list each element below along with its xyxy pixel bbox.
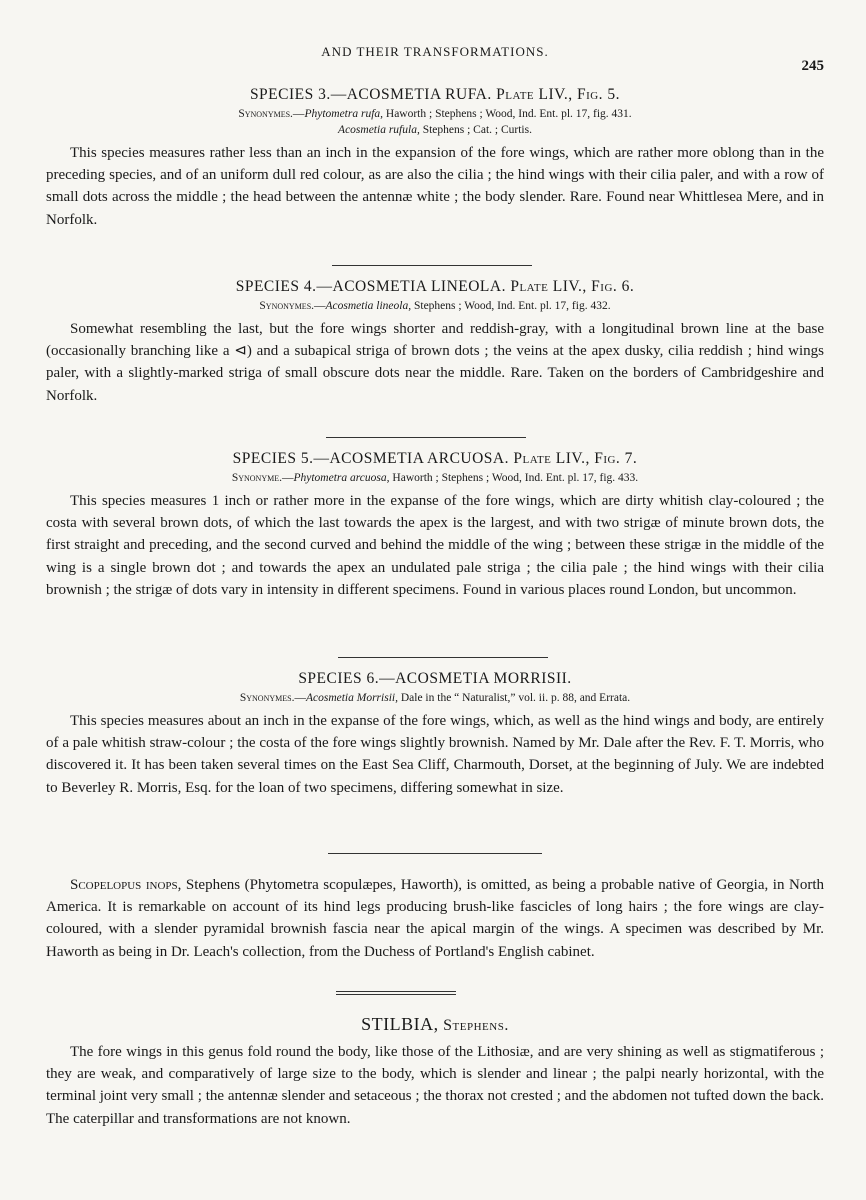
- species-6-title: [46, 670, 824, 688]
- species-4-heading: SPECIES 4.—ACOSMETIA LINEOLA.: [235, 278, 506, 295]
- species-4-section: [46, 278, 824, 407]
- species-5-section: [46, 450, 824, 601]
- section-divider: [338, 657, 548, 658]
- species-6-synonyms: [46, 690, 824, 706]
- synonym-refs: Stephens ; Cat. ; Curtis.: [419, 124, 532, 136]
- scopelopus-paragraph: [46, 874, 824, 963]
- species-3-synonyms: [46, 106, 824, 138]
- species-5-heading: SPECIES 5.—ACOSMETIA ARCUOSA.: [232, 450, 509, 467]
- synonym-label: Synonymes.—: [239, 692, 306, 704]
- stilbia-section: [46, 1014, 824, 1130]
- genus-title: [46, 1014, 824, 1035]
- species-6-section: [46, 670, 824, 799]
- synonym-name: Acosmetia rufula,: [338, 124, 420, 136]
- synonym-label: Synonymes.—: [259, 300, 326, 312]
- species-6-description: This species measures about an inch in the expanse of the fore wings, which, as well as the hind wings and body, are entirely of a pale whitish straw-colour ; the costa of the fore wings slightly brownish. Named by Mr. Dale after the Rev. F. T. Morris, who discovered it. It has been taken several times on the East Sea Cliff, Charmouth, Dorset, at the beginning of July. We are indebted to Beverley R. Morris, Esq. for the loan of two specimens, differing somewhat in size.: [46, 713, 824, 796]
- species-3-description: This species measures rather less than an inch in the expansion of the fore wings, which are rather more oblong than in the preceding species, and of an uniform dull red colour, as are also the cilia ; the hind wings with their cilia paler, and with a row of small dots across the middle ; the head between the antennæ white ; the body slender. Rare. Found near Whittlesea Mere, and in Norfolk.: [46, 145, 824, 228]
- scopelopus-note: [46, 870, 824, 963]
- page-number: 245: [801, 58, 824, 74]
- synonym-label: Synonyme.—: [231, 472, 294, 484]
- stilbia-description: The fore wings in this genus fold round the body, like those of the Lithosiæ, and are very shining as well as stigmatiferous ; they are weak, and comparatively of large size to the body, which is slender and linear ; the palpi nearly horizontal, with the terminal joint very small ; the antennæ slender and setaceous ; the thorax not crested ; and the abdomen not tufted down the back. The caterpillar and transformations are not known.: [46, 1044, 824, 1127]
- species-5-title: [46, 450, 824, 468]
- section-divider: [326, 437, 526, 438]
- synonym-refs: Dale in the “ Naturalist,” vol. ii. p. 88, and Errata.: [397, 692, 631, 704]
- running-title: AND THEIR TRANSFORMATIONS.: [321, 44, 549, 59]
- synonym-refs: Haworth ; Stephens ; Wood, Ind. Ent. pl. 17, fig. 431.: [383, 108, 632, 120]
- species-5-description: This species measures 1 inch or rather more in the expanse of the fore wings, which are dirty whitish clay-coloured ; the costa with several brown dots, of which the last towards the apex is the largest, and with two strigæ of minute brown dots, the first straight and preceding, and the second curved and behind the middle of the wing ; between these strigæ in the middle of the wing is a single brown dot ; and towards the apex an undulated pale striga ; the cilia pale ; the hind wings with their cilia brownish ; the strigæ of dots vary in intensity in different specimens. Found in various places round London, but uncommon.: [46, 493, 824, 598]
- species-4-description: Somewhat resembling the last, but the fore wings shorter and reddish-gray, with a longitudinal brown line at the base (occasionally branching like a ⊲) and a subapical striga of brown dots ; the veins at the apex dusky, cilia reddish ; hind wings paler, with a slightly-marked striga of small obscure dots near the middle. Rare. Taken on the borders of Cambridgeshire and Norfolk.: [46, 321, 824, 404]
- scopelopus-text: Stephens (Phytometra scopulæpes, Haworth), is omitted, as being a probable native of Georgia, in North America. It is remarkable on account of its hind legs producing brush-like fascicles of long hairs ; the fore wings are clay-coloured, with a slender pyramidal brownish fascia near the apical margin of the wings. A specimen was described by Mr. Haworth as being in Dr. Leach's collection, from the Duchess of Portland's English cabinet.: [46, 877, 824, 960]
- genus-name: STILBIA,: [361, 1014, 439, 1034]
- species-3-plate: Plate LIV., Fig. 5.: [496, 86, 621, 103]
- species-3-title: [46, 86, 824, 104]
- species-5-synonyms: [46, 470, 824, 486]
- species-4-synonyms: [46, 298, 824, 314]
- species-3-section: [46, 86, 824, 231]
- section-divider: [328, 853, 542, 854]
- species-4-plate: Plate LIV., Fig. 6.: [510, 278, 635, 295]
- species-5-plate: Plate LIV., Fig. 7.: [513, 450, 638, 467]
- species-6-heading: SPECIES 6.—ACOSMETIA MORRISII.: [298, 670, 572, 687]
- synonym-name: Phytometra rufa,: [304, 108, 384, 120]
- synonym-label: Synonymes.—: [238, 108, 305, 120]
- genus-author: Stephens.: [438, 1017, 509, 1034]
- scopelopus-name: Scopelopus inops,: [70, 877, 182, 893]
- synonym-name: Acosmetia Morrisii,: [305, 692, 398, 704]
- synonym-refs: Stephens ; Wood, Ind. Ent. pl. 17, fig. 432.: [411, 300, 611, 312]
- section-divider: [332, 265, 532, 266]
- synonym-name: Acosmetia lineola,: [325, 300, 412, 312]
- synonym-refs: Haworth ; Stephens ; Wood, Ind. Ent. pl. 17, fig. 433.: [389, 472, 639, 484]
- synonym-name: Phytometra arcuosa,: [293, 472, 390, 484]
- species-3-heading: SPECIES 3.—ACOSMETIA RUFA.: [249, 86, 492, 103]
- species-4-title: [46, 278, 824, 296]
- genus-divider: [336, 991, 456, 995]
